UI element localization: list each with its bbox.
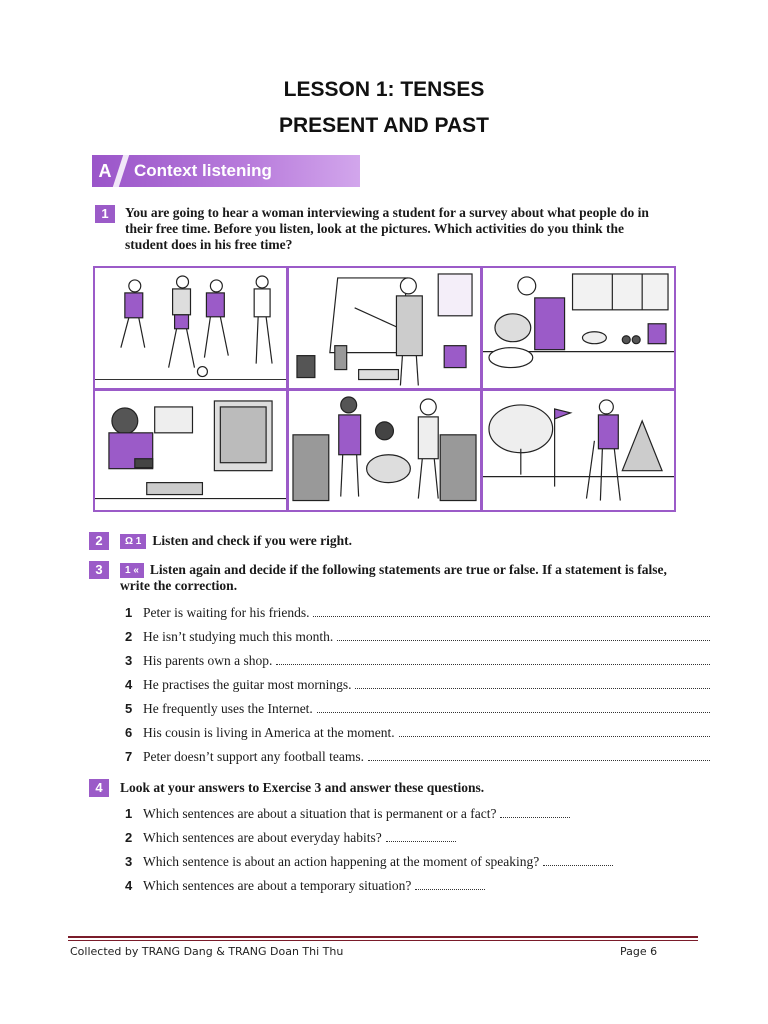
answer-line[interactable] [368, 750, 710, 761]
exercise-4-instructions: Look at your answers to Exercise 3 and answer these questions. [120, 780, 485, 795]
exercise-2-text: Listen and check if you were right. [152, 533, 352, 548]
exercise-number-1: 1 [95, 205, 115, 223]
video-game-picture [95, 391, 286, 511]
football-picture [95, 268, 286, 388]
section-label: Context listening [134, 161, 272, 180]
answer-line[interactable] [317, 702, 710, 713]
answer-line[interactable] [543, 855, 613, 866]
answer-line[interactable] [337, 630, 710, 641]
answer-line[interactable] [386, 831, 456, 842]
list-item: 2 He isn’t studying much this month. [125, 629, 710, 653]
list-item: 4 Which sentences are about a temporary situation? [125, 878, 710, 902]
exercise-3-text: Listen again and decide if the following statements are true or false. If a statement is false, write the correction. [120, 562, 667, 593]
exercise-number-2: 2 [89, 532, 109, 550]
audio-track-badge: Ω 1 [120, 534, 146, 549]
list-item: 2 Which sentences are about everyday habits? [125, 830, 710, 854]
cooking-picture [483, 268, 674, 388]
band-picture [289, 391, 480, 511]
activity-pictures [93, 266, 676, 512]
answer-line[interactable] [313, 606, 710, 617]
page-number: Page 6 [620, 945, 658, 958]
answer-line[interactable] [355, 678, 710, 689]
painting-picture [289, 268, 480, 388]
lesson-title: LESSON 1: TENSES [283, 78, 485, 101]
list-item: 5 He frequently uses the Internet. [125, 701, 710, 725]
list-item: 3 Which sentence is about an action happening at the moment of speaking? [125, 854, 710, 878]
question-list [125, 806, 710, 902]
footer-rule-thin [68, 940, 698, 941]
footer-rule [68, 936, 698, 938]
exercise-1-instructions: You are going to hear a woman interviewing a student for a survey about what people do in their free time. Before you listen, look at the pictures. Which activities do you think the student does in his free time? [125, 205, 649, 252]
answer-line[interactable] [399, 726, 710, 737]
exercise-number-3: 3 [89, 561, 109, 579]
exercise-3-instructions [120, 562, 680, 594]
golf-picture [483, 391, 674, 511]
list-item: 6 His cousin is living in America at the moment. [125, 725, 710, 749]
list-item: 7 Peter doesn’t support any football teams. [125, 749, 710, 773]
answer-line[interactable] [276, 654, 710, 665]
exercise-number-4: 4 [89, 779, 109, 797]
list-item: 4 He practises the guitar most mornings. [125, 677, 710, 701]
audio-track-badge: 1 « [120, 563, 144, 578]
answer-line[interactable] [500, 807, 570, 818]
section-banner [92, 155, 360, 187]
exercise-2-instructions [120, 533, 680, 549]
list-item: 1 Which sentences are about a situation that is permanent or a fact? [125, 806, 710, 830]
answer-line[interactable] [415, 879, 485, 890]
list-item: 3 His parents own a shop. [125, 653, 710, 677]
footer-credit: Collected by TRANG Dang & TRANG Doan Thi Thu [70, 945, 344, 958]
statement-list [125, 605, 710, 773]
section-letter: A [98, 160, 112, 181]
lesson-subtitle: PRESENT AND PAST [278, 114, 490, 137]
list-item: 1 Peter is waiting for his friends. [125, 605, 710, 629]
